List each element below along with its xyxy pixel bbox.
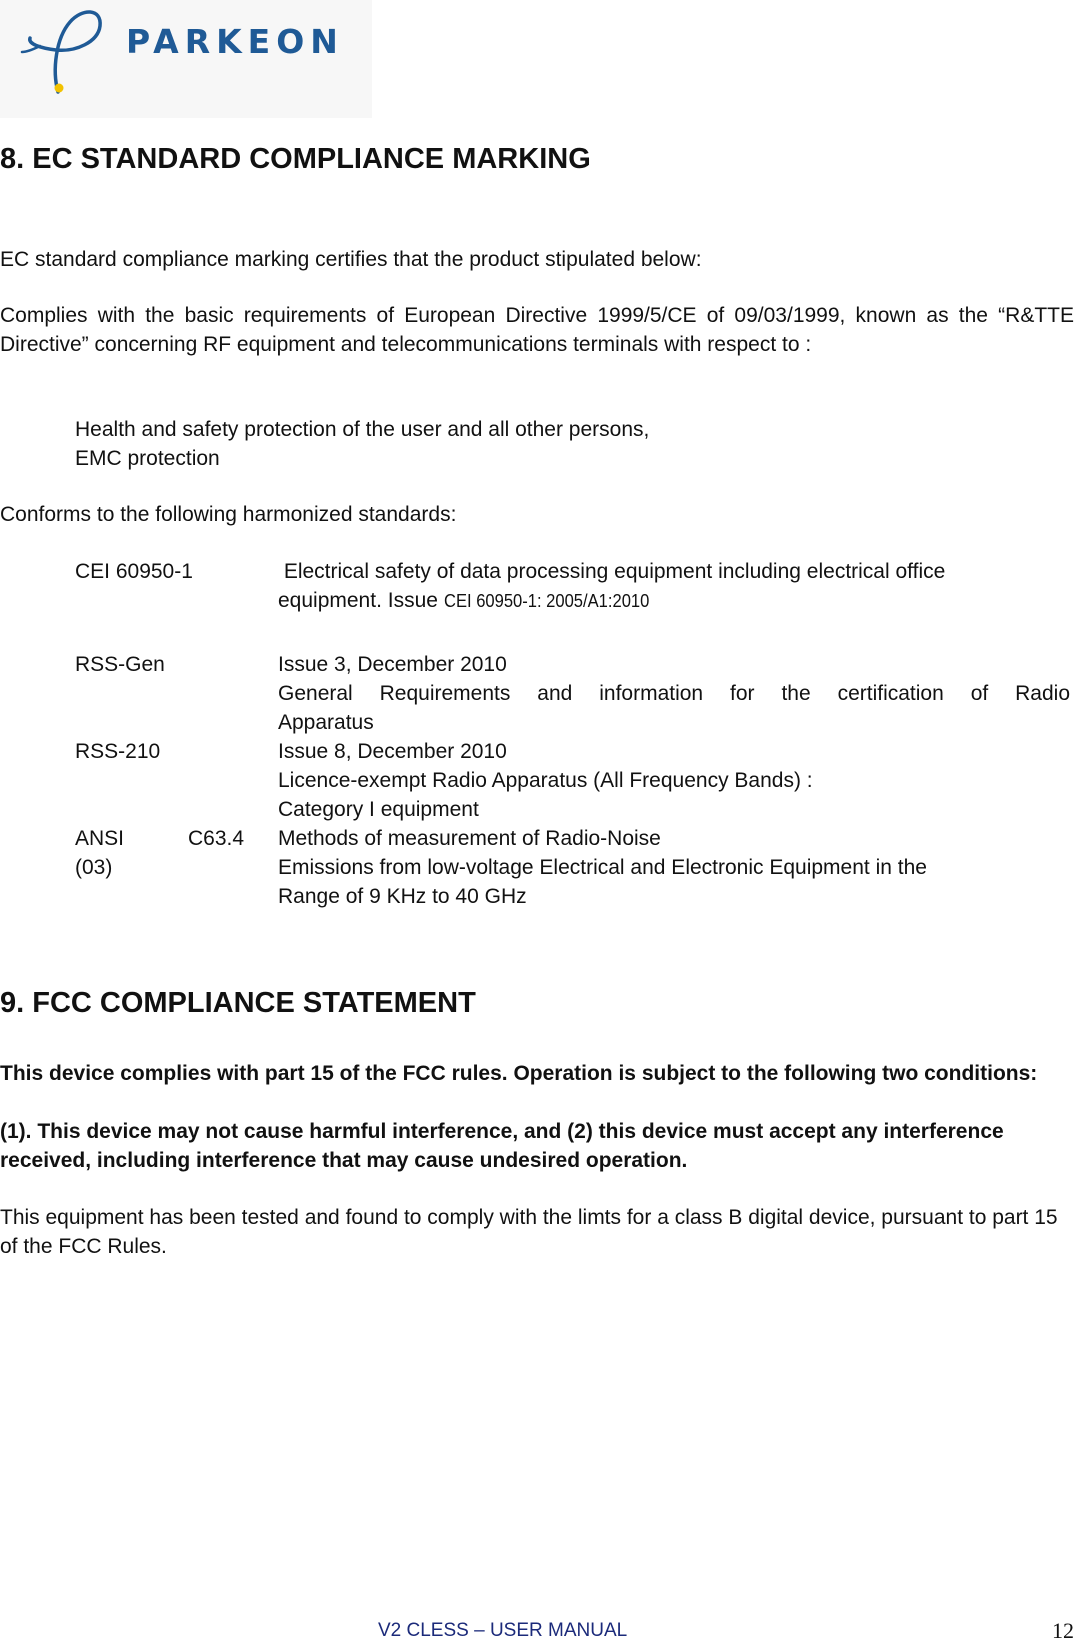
standard-description [278,737,1070,824]
standard-desc-line [278,586,1070,616]
standard-code: C63.4 [188,827,245,850]
standard-desc-line: Emissions from low-voltage Electrical and Electronic Equipment in the [278,856,927,879]
standard-code: (03) [75,856,113,879]
standard-code: RSS-Gen [75,653,165,676]
standard-description [278,557,1070,616]
standard-issue: Issue 3, December 2010 [278,653,507,676]
section-8-heading: 8. EC STANDARD COMPLIANCE MARKING [0,143,591,175]
standard-desc-line: General Requirements and information for the certification of Radio [278,682,1070,705]
complies-paragraph: Complies with the basic requirements of European Directive 1999/5/CE of 09/03/1999, known as the “R&TTE Directive” concerning RF equipment and telecommunications terminals with respect to : [0,304,1074,356]
standard-code: CEI 60950-1 [75,560,193,583]
standard-desc-line: Range of 9 KHz to 40 GHz [278,885,527,908]
standard-desc-line: Methods of measurement of Radio-Noise [278,827,661,850]
fcc-test-paragraph: This equipment has been tested and found to comply with the limts for a class B digital device, pursuant to part 15 of the FCC Rules. [0,1206,1058,1258]
standard-code: RSS-210 [75,740,161,763]
protection-item: EMC protection [75,447,220,470]
intro-paragraph: EC standard compliance marking certifies that the product stipulated below: [0,248,702,271]
protection-item: Health and safety protection of the user and all other persons, [75,418,650,441]
standard-description [278,824,1070,911]
standard-issue: Issue 8, December 2010 [278,740,507,763]
conforms-paragraph: Conforms to the following harmonized standards: [0,503,457,526]
standard-desc-line: Category I equipment [278,798,479,821]
standard-desc-line: Apparatus [278,711,374,734]
standard-issue-ref: CEI 60950-1: 2005/A1:2010 [443,591,650,611]
page-number: 12 [1052,1618,1074,1643]
parkeon-logo [0,0,372,118]
standard-desc-line: Electrical safety of data processing equipment including electrical office [278,560,946,583]
standard-description [278,650,1070,737]
standard-desc-line: Licence-exempt Radio Apparatus (All Frequency Bands) : [278,769,813,792]
standard-issue-label: equipment. Issue [278,589,444,612]
section-9-heading: 9. FCC COMPLIANCE STATEMENT [0,987,476,1019]
fcc-conditions-paragraph: This device complies with part 15 of the FCC rules. Operation is subject to the following two conditions: [0,1062,1038,1085]
standard-code: ANSI [75,827,125,850]
brand-wordmark: PARKEON [126,22,344,61]
footer-title: V2 CLESS – USER MANUAL [378,1620,628,1641]
fcc-conditions-list: (1). This device may not cause harmful interference, and (2) this device must accept any interference received, including interference that may cause undesired operation. [0,1120,1004,1172]
